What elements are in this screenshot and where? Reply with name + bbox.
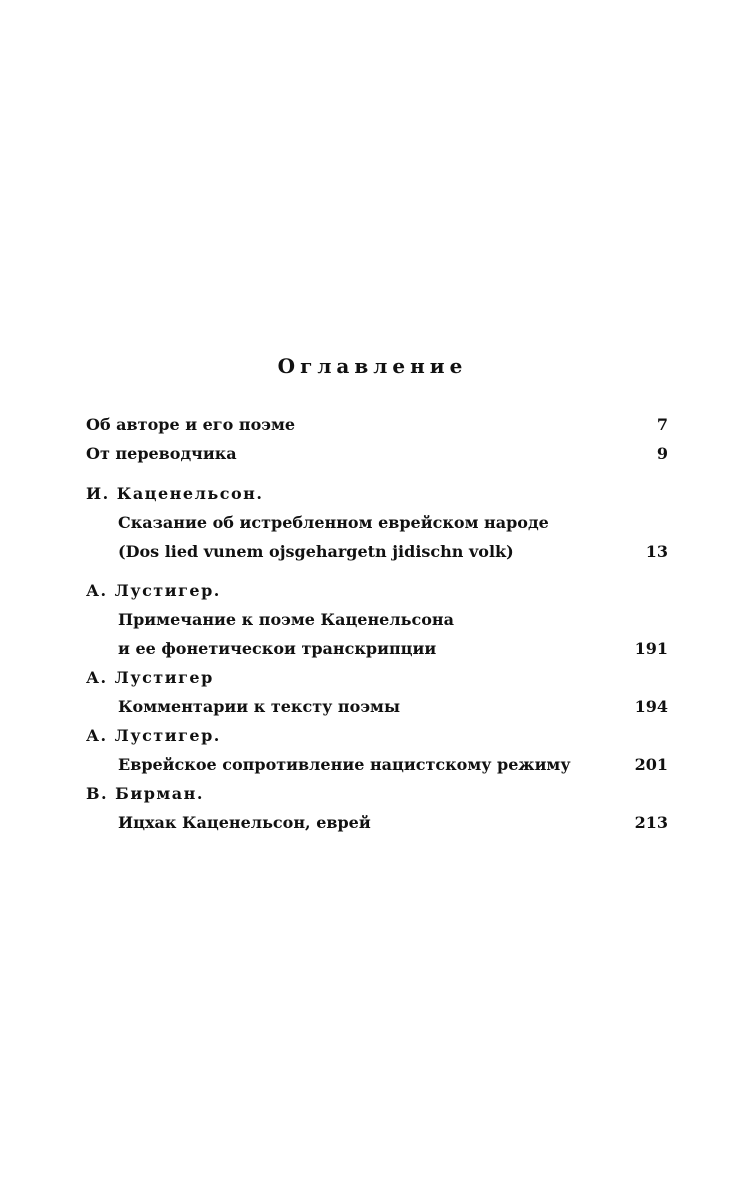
toc-author-katzenelson <box>86 479 668 508</box>
toc-entry-poem-line-2[interactable] <box>86 537 668 566</box>
toc-author-name: А. Лустигер. <box>86 581 221 600</box>
toc-page-number: 191 <box>634 639 668 658</box>
toc-author-name: И. Каценельсон. <box>86 484 264 503</box>
toc-author-name: В. Бирман. <box>86 784 204 803</box>
toc-page-number: 9 <box>656 444 668 463</box>
toc-page-number: 194 <box>634 697 668 716</box>
toc-entry-title: Комментарии к тексту поэмы <box>118 697 400 716</box>
toc-entry-title: Ицхак Каценельсон, еврей <box>118 813 371 832</box>
toc-author-lustiger-1 <box>86 576 668 605</box>
toc-entry-translator[interactable] <box>86 439 668 468</box>
toc-author-lustiger-2 <box>86 663 668 692</box>
toc-entry-commentary[interactable] <box>86 692 668 721</box>
table-of-contents <box>86 410 668 837</box>
toc-page-number: 201 <box>634 755 668 774</box>
toc-heading: Оглавление <box>277 354 468 378</box>
toc-entry-itzhak[interactable] <box>86 808 668 837</box>
toc-entry-title: (Dos lied vunem ojsgehargetn jidischn volk) <box>118 542 514 561</box>
toc-entry-resistance[interactable] <box>86 750 668 779</box>
toc-entry-title: Еврейское сопротивление нацистскому режиму <box>118 755 571 774</box>
toc-page-number: 13 <box>645 542 668 561</box>
toc-entry-title: Примечание к поэме Каценельсона <box>118 610 454 629</box>
toc-entry-poem-line-1[interactable] <box>86 508 668 537</box>
toc-page-number: 7 <box>656 415 668 434</box>
toc-author-name: А. Лустигер <box>86 668 214 687</box>
toc-entry-about-author[interactable] <box>86 410 668 439</box>
toc-author-lustiger-3 <box>86 721 668 750</box>
toc-entry-title: и ее фонетическои транскрипции <box>118 639 437 658</box>
toc-author-name: А. Лустигер. <box>86 726 221 745</box>
toc-entry-note-line-2[interactable] <box>86 634 668 663</box>
toc-author-birman <box>86 779 668 808</box>
toc-page-number: 213 <box>634 813 668 832</box>
toc-entry-note-line-1[interactable] <box>86 605 668 634</box>
toc-entry-title: Об авторе и его поэме <box>86 415 296 434</box>
toc-entry-title: От переводчика <box>86 444 237 463</box>
toc-entry-title: Сказание об истребленном еврейском народе <box>118 513 549 532</box>
